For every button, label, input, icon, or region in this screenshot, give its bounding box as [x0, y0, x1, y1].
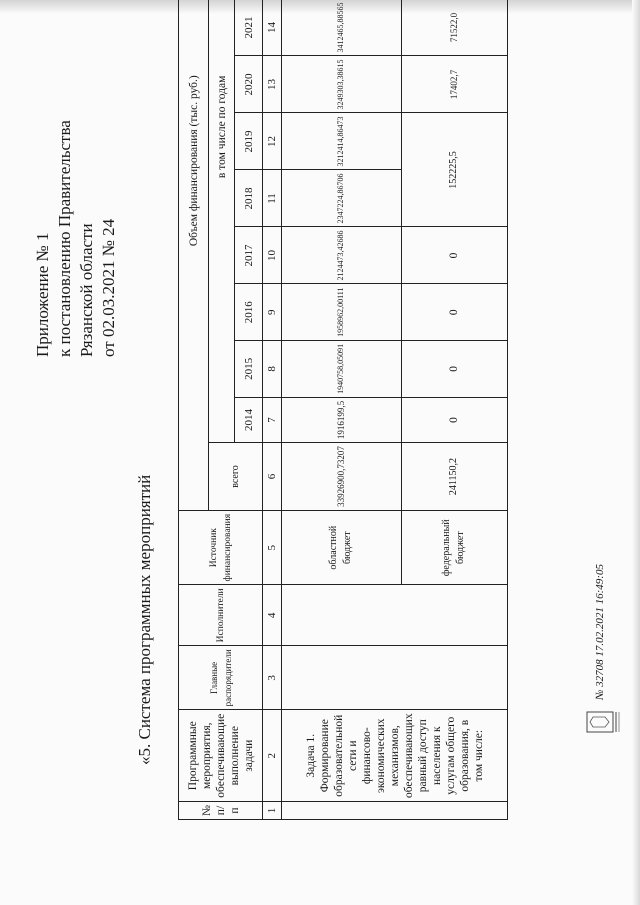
- appendix-line: к постановлению Правительства: [55, 120, 74, 357]
- column-number: 7: [263, 397, 282, 442]
- value-cell: 1916199,5: [282, 397, 402, 442]
- total-federal: 241150,2: [401, 443, 507, 511]
- appendix-line: Приложение № 1: [33, 232, 52, 357]
- value-cell: 1940758,05091: [282, 340, 402, 397]
- appendix-line: от 02.03.2021 № 24: [99, 218, 118, 357]
- year-cell: 2021: [235, 0, 263, 56]
- value-cell: 3249303,38615: [282, 56, 402, 113]
- total-regional: 33926900,73207: [282, 443, 402, 511]
- column-number: 10: [263, 227, 282, 284]
- year-cell: 2019: [235, 113, 263, 170]
- column-number: 14: [263, 0, 282, 56]
- value-cell: 152225,5: [401, 113, 507, 227]
- value-cell: 0: [401, 227, 507, 284]
- header-executors: Исполнители: [179, 585, 263, 646]
- header-sources: Источник финансирования: [179, 510, 263, 585]
- header-total: всего: [209, 443, 263, 511]
- header-managers: Главные распорядители: [179, 646, 263, 710]
- value-cell: 0: [401, 397, 507, 442]
- column-number: 3: [263, 646, 282, 710]
- value-cell: 1958962,00111: [282, 284, 402, 340]
- value-cell: 2347224,86706: [282, 170, 402, 227]
- header-num: № п/п: [179, 802, 263, 820]
- year-cell: 2017: [235, 227, 263, 284]
- column-number: 9: [263, 284, 282, 340]
- source-federal: федеральный бюджет: [401, 510, 507, 585]
- year-cell: 2015: [235, 340, 263, 397]
- column-number: 4: [263, 585, 282, 646]
- value-cell: 71522,0: [401, 0, 507, 56]
- program-table: [178, 0, 508, 820]
- row-number-cell: [282, 802, 508, 820]
- column-number: 13: [263, 56, 282, 113]
- value-cell: 17402,7: [401, 56, 507, 113]
- header-events: Программные мероприятия, обеспечивающие выполнение задачи: [179, 710, 263, 802]
- value-cell: 3212414,86473: [282, 113, 402, 170]
- value-cell: 2124473,42686: [282, 227, 402, 284]
- column-number: 5: [263, 510, 282, 585]
- value-cell: 0: [401, 284, 507, 340]
- source-regional: областной бюджет: [282, 510, 402, 585]
- column-number: 8: [263, 340, 282, 397]
- year-cell: 2016: [235, 284, 263, 340]
- year-cell: 2018: [235, 170, 263, 227]
- column-number: 1: [263, 802, 282, 820]
- table-row-regional: [282, 0, 402, 820]
- appendix-block: [32, 17, 120, 357]
- executors-cell: [282, 585, 508, 646]
- column-number-row: [263, 0, 282, 820]
- year-cell: 2020: [235, 56, 263, 113]
- column-number: 11: [263, 170, 282, 227]
- column-number: 2: [263, 710, 282, 802]
- value-cell: 0: [401, 340, 507, 397]
- appendix-line: Рязанской области: [77, 223, 96, 357]
- value-cell: 3412465,88565: [282, 0, 402, 56]
- column-number: 6: [263, 443, 282, 511]
- header-funding: Объем финансирования (тыс. руб.): [179, 0, 209, 510]
- task-description: Задача 1. Формирование образовательной сети и финансово-экономических механизмов, обеспечивающих равный доступ населения к услугам общего образования, в том числе:: [282, 710, 508, 802]
- section-title: «5. Система программных мероприятий: [135, 474, 154, 765]
- column-number: 12: [263, 113, 282, 170]
- coat-of-arms-emblem-icon: [585, 709, 623, 735]
- managers-cell: [282, 646, 508, 710]
- registration-stamp: № 32708 17.02.2021 16:49:05: [594, 564, 606, 700]
- header-by-year: в том числе по годам: [209, 0, 235, 443]
- year-cell: 2014: [235, 397, 263, 442]
